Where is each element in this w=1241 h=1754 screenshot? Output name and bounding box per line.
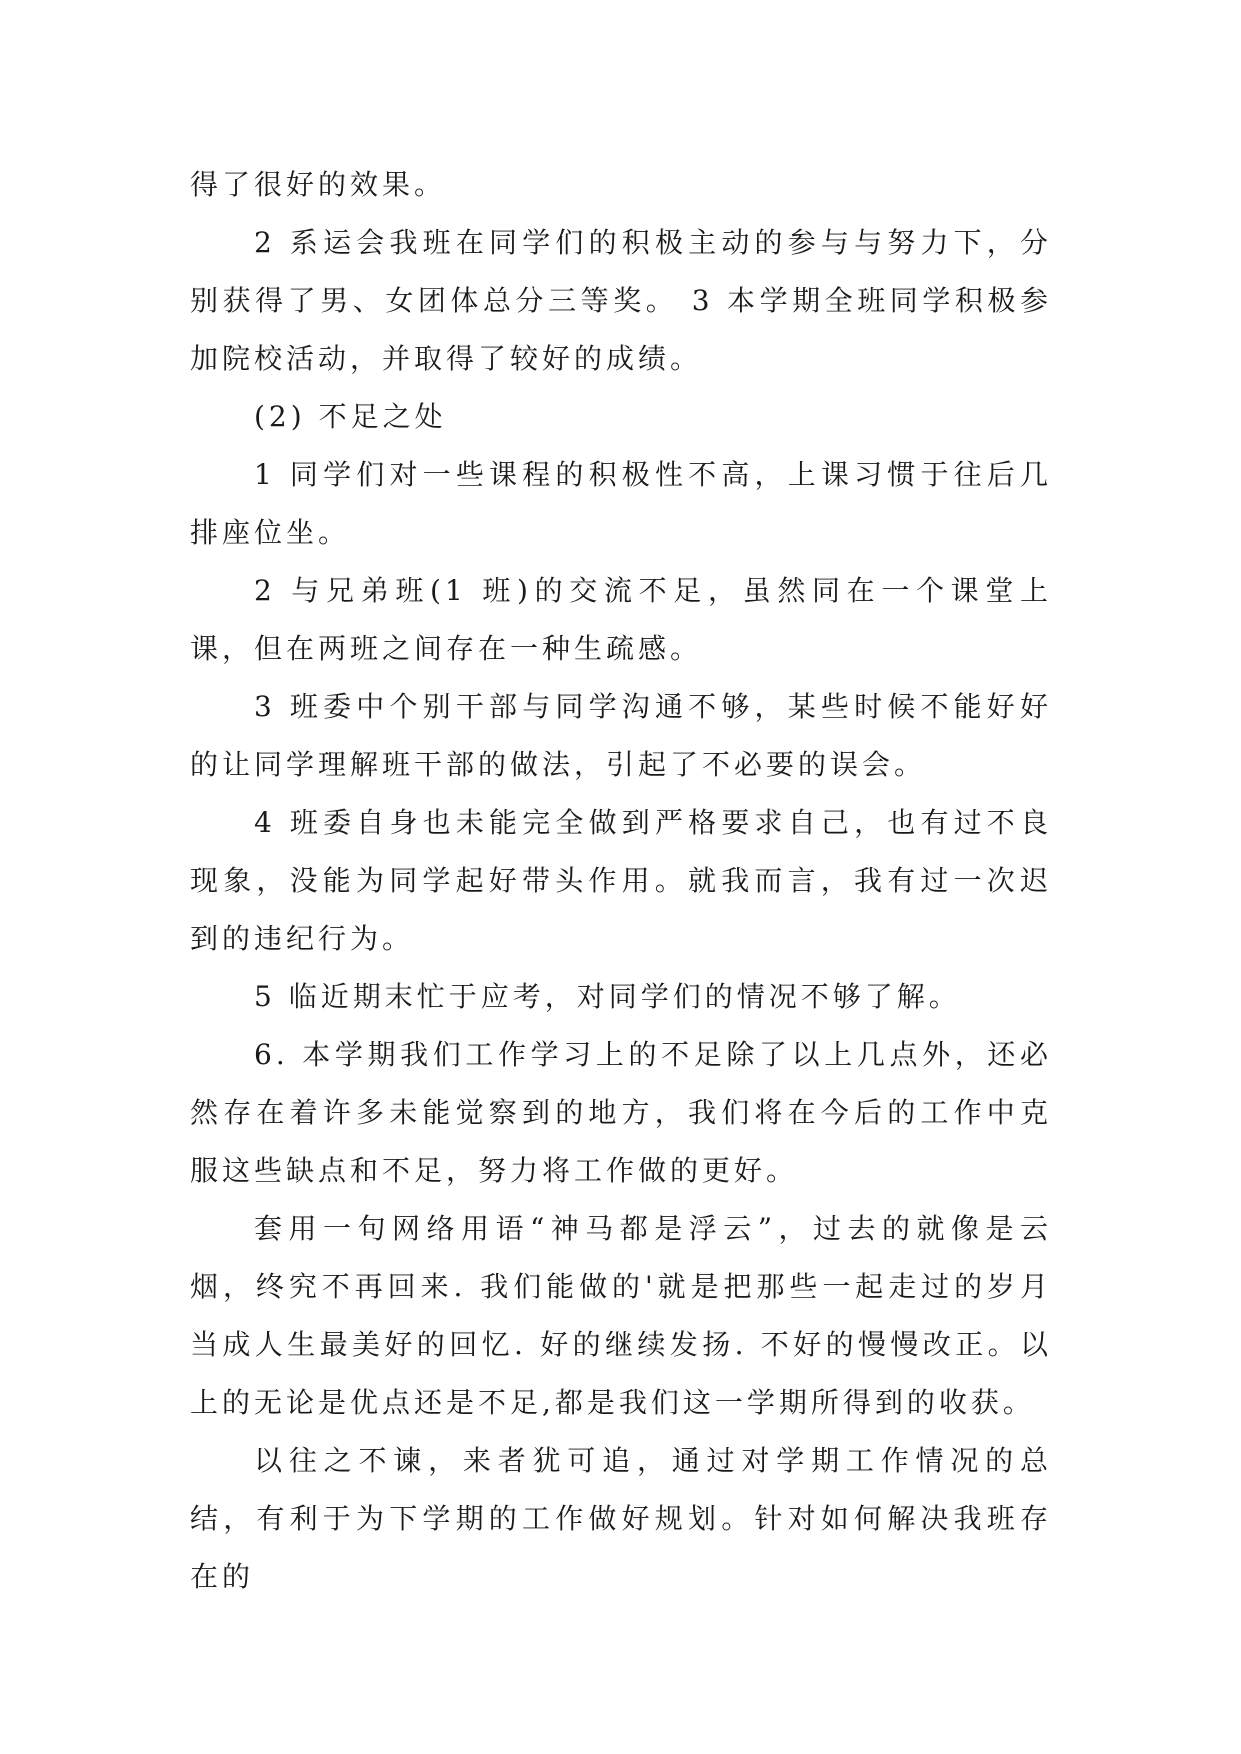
paragraph-1: 得了很好的效果。 bbox=[190, 168, 447, 201]
paragraph-6: 3 班委中个别干部与同学沟通不够，某些时候不能好好的让同学理解班干部的做法，引起了不必要的误会。 bbox=[190, 690, 1052, 781]
paragraph-2: 2 系运会我班在同学们的积极主动的参与与努力下，分别获得了男、女团体总分三等奖。 3 本学期全班同学积极参加院校活动，并取得了较好的成绩。 bbox=[190, 226, 1052, 375]
document-body bbox=[190, 156, 1052, 1606]
section-heading-shortcomings: (2) 不足之处 bbox=[254, 400, 447, 433]
paragraph-5: 2 与兄弟班(1 班)的交流不足，虽然同在一个课堂上课，但在两班之间存在一种生疏感。 bbox=[190, 574, 1052, 665]
paragraph-9: 6. 本学期我们工作学习上的不足除了以上几点外，还必然存在着许多未能觉察到的地方，我们将在今后的工作中克服这些缺点和不足，努力将工作做的更好。 bbox=[190, 1038, 1052, 1187]
paragraph-10: 套用一句网络用语“神马都是浮云”，过去的就像是云烟，终究不再回来. 我们能做的'就是把那些一起走过的岁月当成人生最美好的回忆. 好的继续发扬. 不好的慢慢改正。以上的无论是优点还是不足,都是我们这一学期所得到的收获。 bbox=[190, 1212, 1052, 1419]
paragraph-7: 4 班委自身也未能完全做到严格要求自己，也有过不良现象，没能为同学起好带头作用。就我而言，我有过一次迟到的违纪行为。 bbox=[190, 806, 1052, 955]
paragraph-11: 以往之不谏，来者犹可追，通过对学期工作情况的总结，有利于为下学期的工作做好规划。针对如何解决我班存在的 bbox=[190, 1444, 1052, 1593]
paragraph-4: 1 同学们对一些课程的积极性不高，上课习惯于往后几排座位坐。 bbox=[190, 458, 1052, 549]
paragraph-8: 5 临近期末忙于应考，对同学们的情况不够了解。 bbox=[254, 980, 961, 1013]
